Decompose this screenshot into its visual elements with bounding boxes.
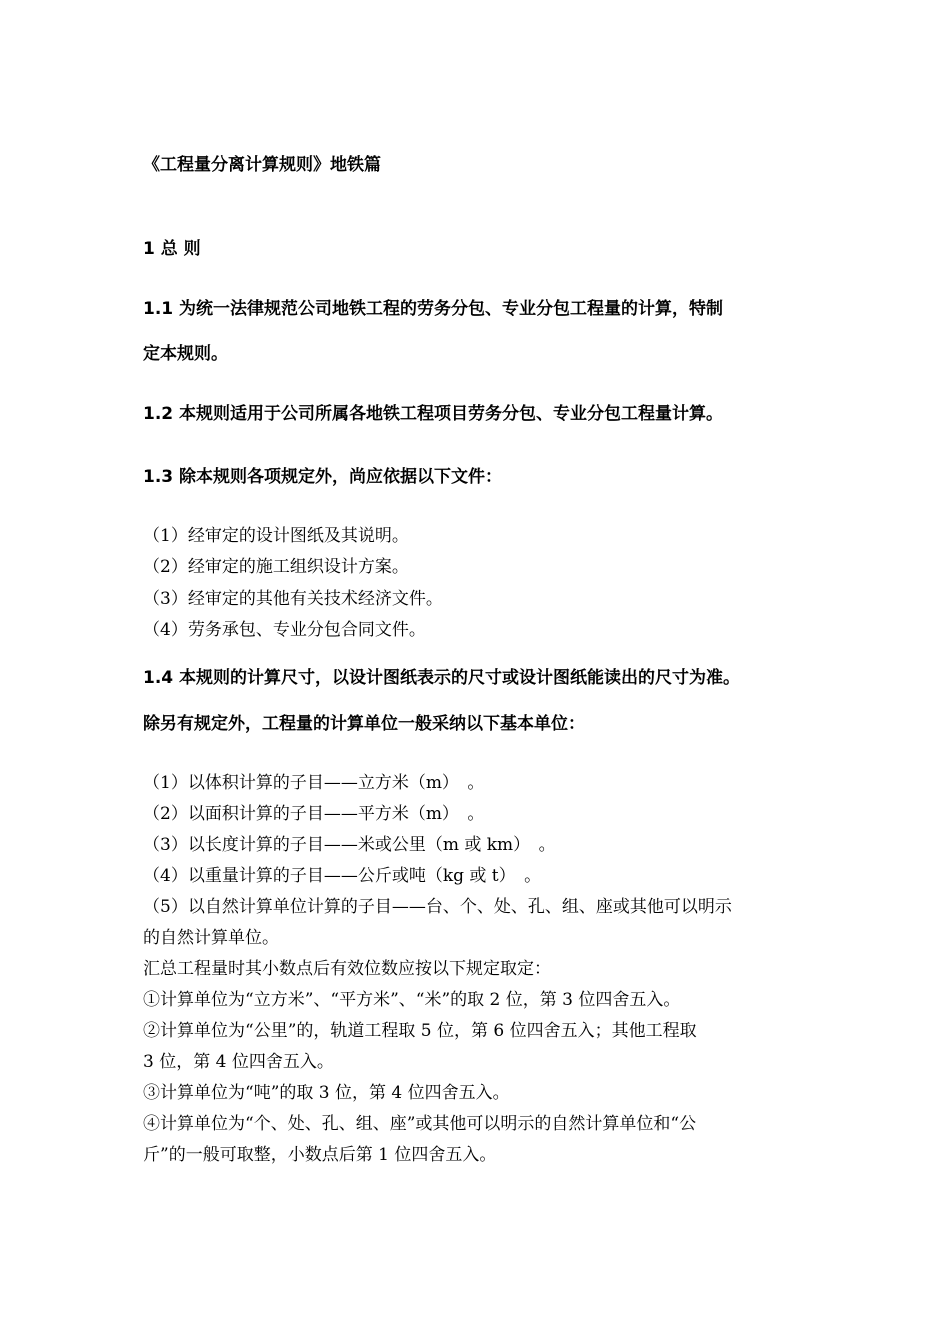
unit-item: （2）以面积计算的子目——平方米（m） 。 [143,804,485,824]
unit-item: （1）以体积计算的子目——立方米（m） 。 [143,773,485,793]
unit-item: （3）以长度计算的子目——米或公里（m 或 km） 。 [143,835,556,855]
unit-item: （4）以重量计算的子目——公斤或吨（kg 或 t） 。 [143,866,542,886]
list-item: （3）经审定的其他有关技术经济文件。 [143,589,443,609]
rounding-rule: 斤”的一般可取整，小数点后第 1 位四舍五入。 [143,1145,497,1165]
section-heading: 1 总 则 [143,239,201,259]
clause-1-1-line1: 1.1 为统一法律规范公司地铁工程的劳务分包、专业分包工程量的计算，特制 [143,299,724,319]
rounding-rule: ①计算单位为“立方米”、“平方米”、“米”的取 2 位，第 3 位四舍五入。 [143,990,681,1010]
rounding-rule: ②计算单位为“公里”的，轨道工程取 5 位，第 6 位四舍五入；其他工程取 [143,1021,697,1041]
rounding-rule: 3 位，第 4 位四舍五入。 [143,1052,334,1072]
rounding-rule: ④计算单位为“个、处、孔、组、座”或其他可以明示的自然计算单位和“公 [143,1114,697,1134]
clause-1-3: 1.3 除本规则各项规定外，尚应依据以下文件： [143,467,503,487]
rounding-rule-intro: 汇总工程量时其小数点后有效位数应按以下规定取定： [143,959,551,979]
clause-1-2: 1.2 本规则适用于公司所属各地铁工程项目劳务分包、专业分包工程量计算。 [143,404,724,424]
clause-1-4-line1: 1.4 本规则的计算尺寸，以设计图纸表示的尺寸或设计图纸能读出的尺寸为准。 [143,668,741,688]
clause-1-1-line2: 定本规则。 [143,344,228,364]
document-title: 《工程量分离计算规则》地铁篇 [143,155,381,175]
unit-item: （5）以自然计算单位计算的子目——台、个、处、孔、组、座或其他可以明示 [143,897,732,917]
rounding-rule: ③计算单位为“吨”的取 3 位，第 4 位四舍五入。 [143,1083,510,1103]
unit-item: 的自然计算单位。 [143,928,279,948]
list-item: （2）经审定的施工组织设计方案。 [143,557,409,577]
list-item: （4）劳务承包、专业分包合同文件。 [143,620,426,640]
clause-1-4-line2: 除另有规定外，工程量的计算单位一般采纳以下基本单位： [143,714,585,734]
list-item: （1）经审定的设计图纸及其说明。 [143,526,409,546]
